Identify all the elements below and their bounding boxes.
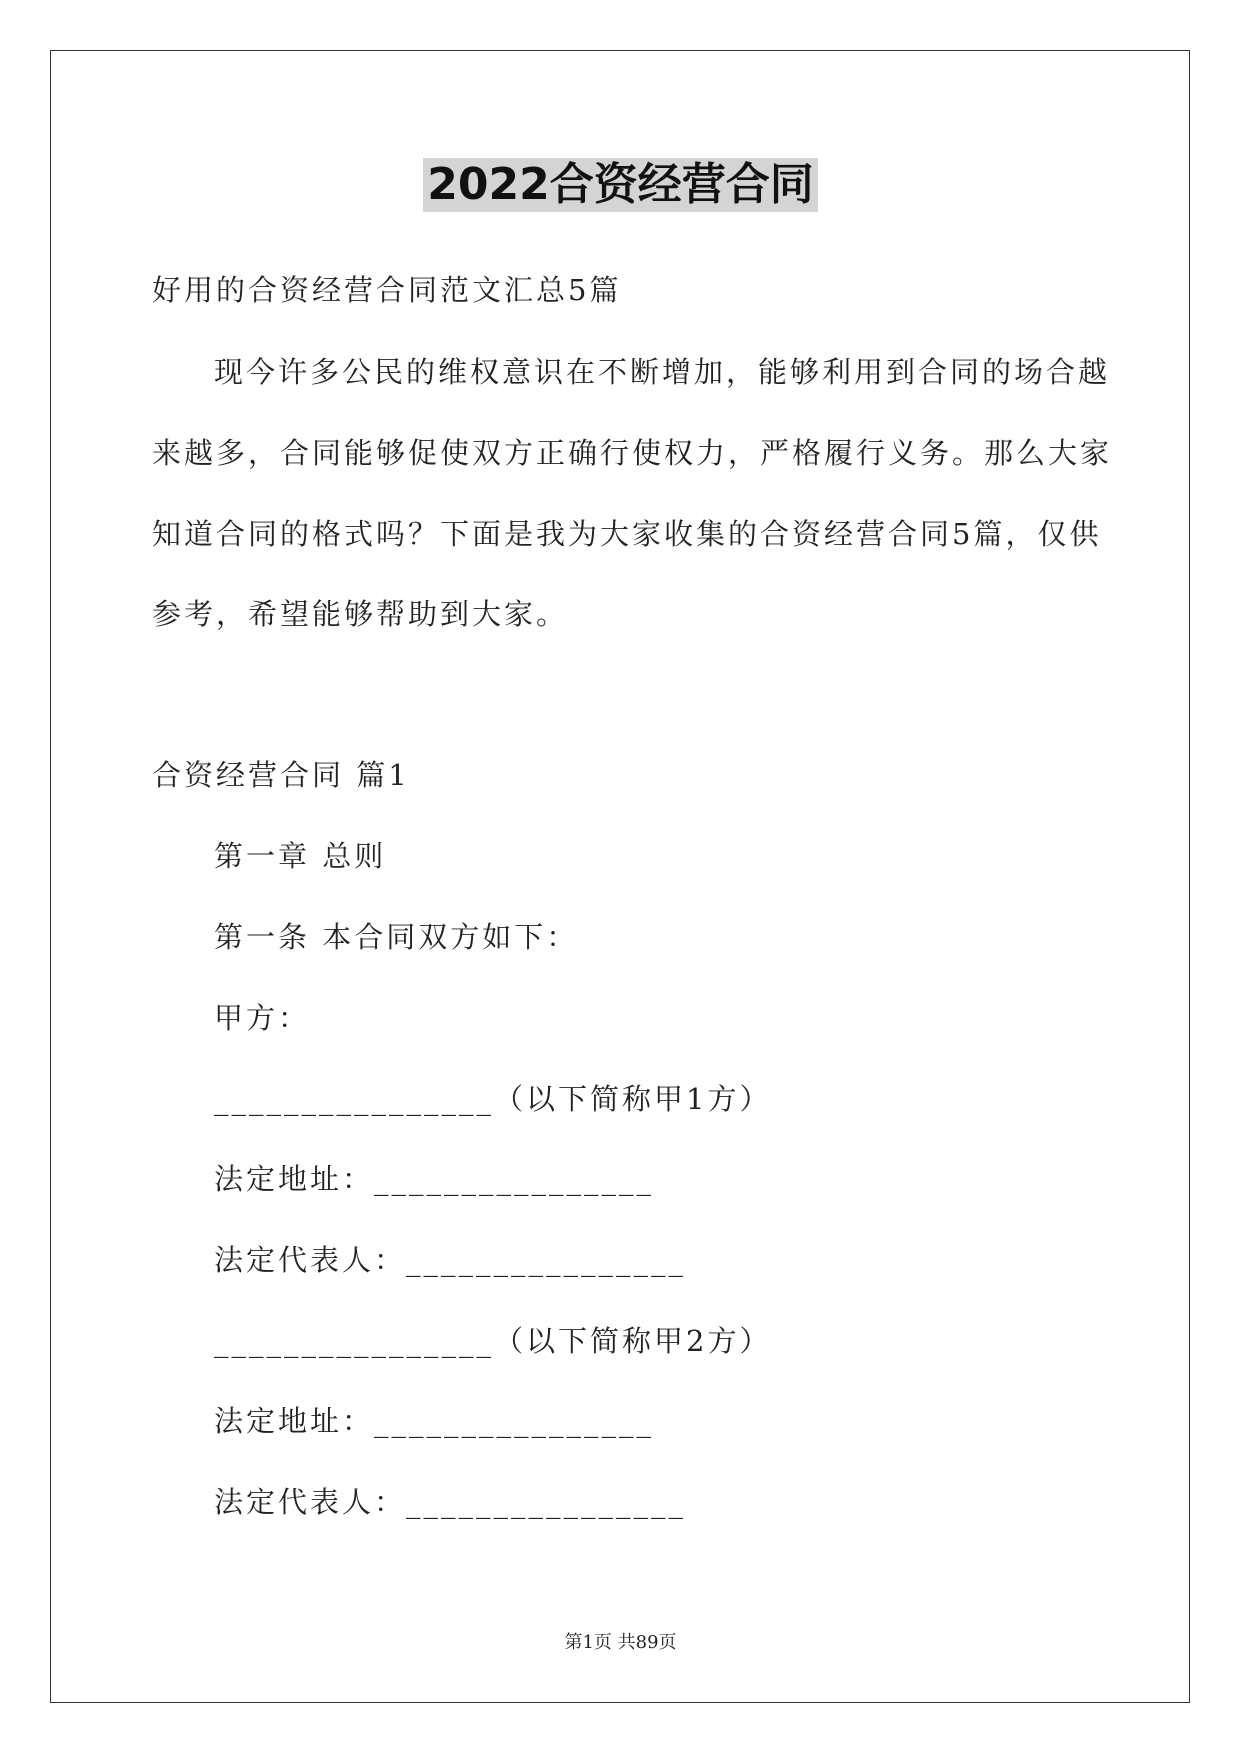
document-title: 2022合资经营合同 bbox=[423, 158, 817, 212]
address-line-1: 法定地址：________________ bbox=[214, 1162, 655, 1196]
party-a2-line: ________________（以下简称甲2方） bbox=[214, 1324, 772, 1358]
address-line-2: 法定地址：________________ bbox=[214, 1404, 655, 1438]
intro-line-1: 现今许多公民的维权意识在不断增加，能够利用到合同的场合越 bbox=[214, 355, 1111, 389]
intro-line-3: 知道合同的格式吗？下面是我为大家收集的合资经营合同5篇，仅供 bbox=[152, 517, 1102, 551]
title-container bbox=[0, 158, 1241, 212]
party-a1-line: ________________（以下简称甲1方） bbox=[214, 1082, 772, 1116]
subtitle: 好用的合资经营合同范文汇总5篇 bbox=[152, 273, 622, 307]
representative-line-2: 法定代表人：________________ bbox=[214, 1485, 687, 1519]
intro-line-2: 来越多，合同能够促使双方正确行使权力，严格履行义务。那么大家 bbox=[152, 436, 1113, 470]
page-number: 第1页 共89页 bbox=[564, 1632, 677, 1653]
representative-line-1: 法定代表人：________________ bbox=[214, 1243, 687, 1277]
section-heading: 合资经营合同 篇1 bbox=[152, 758, 410, 792]
chapter-heading: 第一章 总则 bbox=[214, 839, 387, 873]
article-1: 第一条 本合同双方如下： bbox=[214, 920, 579, 954]
intro-line-4: 参考，希望能够帮助到大家。 bbox=[152, 597, 569, 631]
party-a-label: 甲方： bbox=[214, 1001, 311, 1035]
